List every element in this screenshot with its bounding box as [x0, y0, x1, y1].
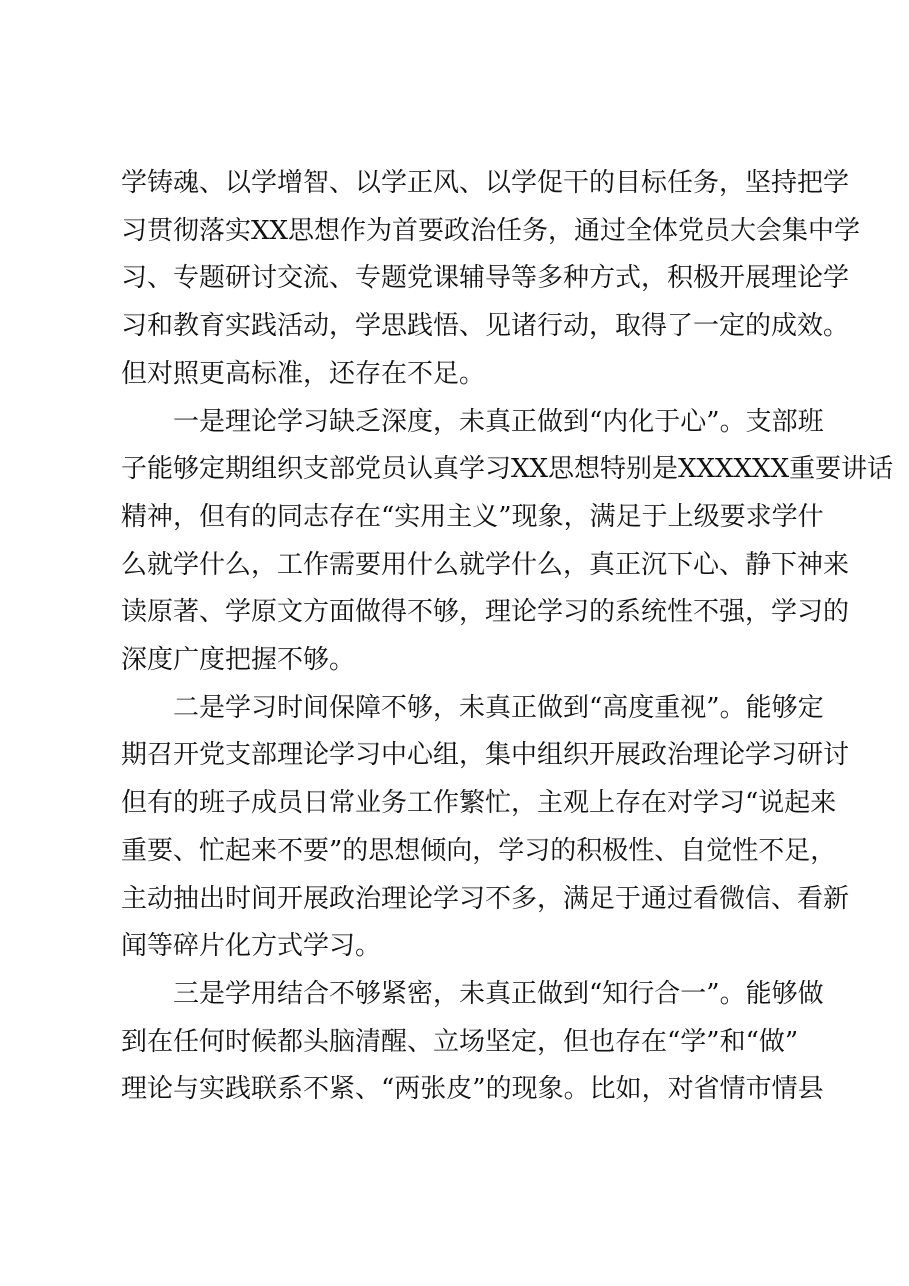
text-line: 习和教育实践活动，学思践悟、见诸行动，取得了一定的成效。	[121, 311, 850, 342]
paragraph-2	[121, 399, 894, 685]
text-line: 重要、忙起来不要”的思想倾向，学习的积极性、自觉性不足，	[121, 835, 837, 866]
text-line: 期召开党支部理论学习中心组，集中组织开展政治理论学习研讨	[121, 740, 850, 771]
text-line: 到在任何时候都头脑清醒、立场坚定，但也存在“学”和“做”	[121, 1026, 799, 1057]
text-line: 但对照更高标准，还存在不足。	[121, 358, 486, 389]
text-line: 学铸魂、以学增智、以学正风、以学促干的目标任务，坚持把学	[121, 168, 850, 198]
text-line: 子能够定期组织支部党员认真学习XX思想特别是XXXXXX重要讲话	[121, 454, 894, 485]
text-line: 三是学用结合不够紧密，未真正做到“知行合一”。能够做	[173, 978, 824, 1009]
text-line: 主动抽出时间开展政治理论学习不多，满足于通过看微信、看新	[121, 883, 850, 914]
paragraph-4	[121, 971, 824, 1114]
text-line: 读原著、学原文方面做得不够，理论学习的系统性不强，学习的	[121, 597, 850, 628]
text-line: 么就学什么，工作需要用什么就学什么，真正沉下心、静下神来	[121, 549, 850, 580]
text-line: 深度广度把握不够。	[121, 645, 356, 676]
text-line: 但有的班子成员日常业务工作繁忙，主观上存在对学习“说起来	[121, 788, 837, 819]
text-line: 二是学习时间保障不够，未真正做到“高度重视”。能够定	[173, 692, 824, 723]
text-line: 精神，但有的同志存在“实用主义”现象，满足于上级要求学什	[121, 501, 824, 532]
document-body	[121, 160, 894, 1114]
text-line: 习、专题研讨交流、专题党课辅导等多种方式，积极开展理论学	[121, 263, 850, 294]
text-line: 习贯彻落实XX思想作为首要政治任务，通过全体党员大会集中学	[121, 215, 861, 246]
text-line: 理论与实践联系不紧、“两张皮”的现象。比如，对省情市情县	[121, 1074, 824, 1105]
text-line: 闻等碎片化方式学习。	[121, 931, 382, 962]
paragraph-3	[121, 685, 850, 971]
paragraph-1	[121, 160, 861, 399]
text-line: 一是理论学习缺乏深度，未真正做到“内化于心”。支部班	[173, 406, 824, 437]
